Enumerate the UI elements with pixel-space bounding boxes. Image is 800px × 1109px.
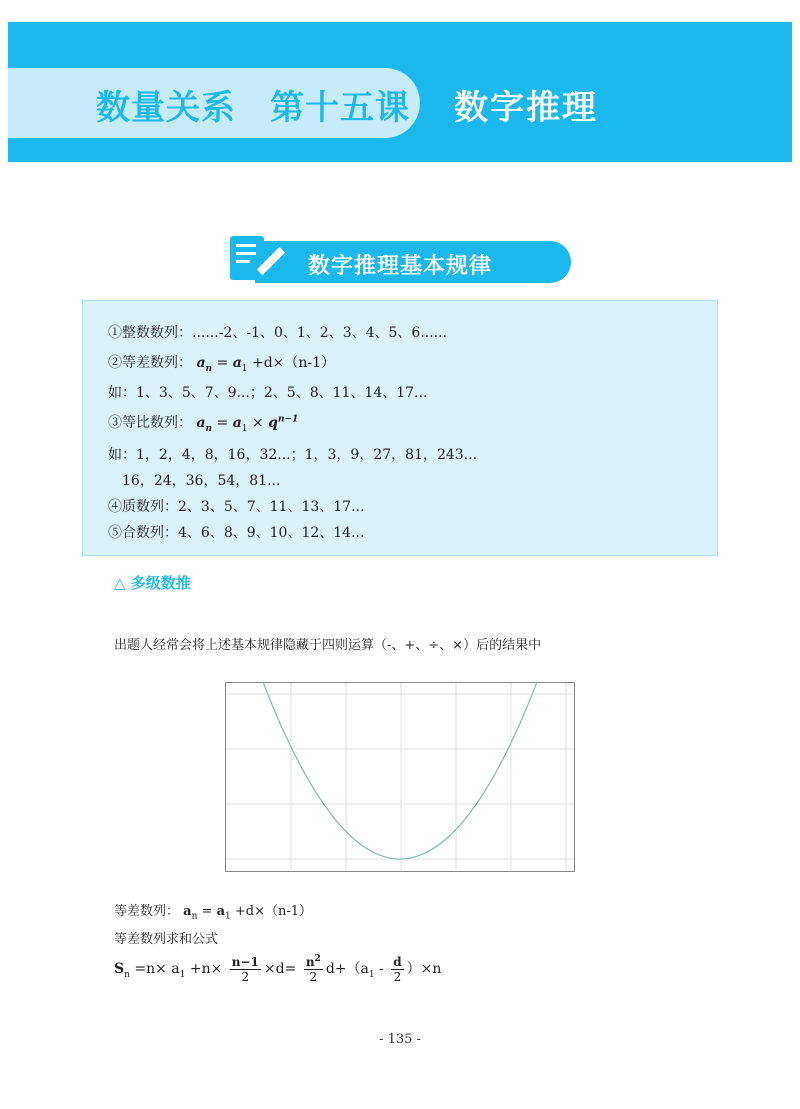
rule-integer-sequence: ①整数数列：......-2、-1、0、1、2、3、4、5、6......	[108, 325, 448, 341]
lesson-title: 数字推理	[454, 88, 598, 128]
subsection-heading: △ 多级数推	[114, 574, 191, 592]
parabola-graph	[225, 682, 575, 872]
sum-formula-title: 等差数列求和公式	[114, 932, 219, 947]
page-number: - 135 -	[379, 1032, 421, 1047]
rule-arithmetic-sequence: ②等差数列： $a_n = a_1 +d\times(n-1)$	[108, 355, 336, 374]
fraction-n-squared-over-2: $\frac{n^2}{2}$	[305, 954, 321, 984]
rule-prime-sequence: ④质数列：2、3、5、7、11、13、17...	[108, 499, 365, 515]
rule-geometric-example-2: 16，24，36，54，81...	[122, 473, 281, 489]
rule-geometric-sequence: ③等比数列： $a_n = a_1 \times q^{n-1}$	[108, 414, 299, 434]
graph-frame	[226, 683, 575, 872]
rule-composite-sequence: ⑤合数列：4、6、8、9、10、12、14...	[108, 525, 365, 541]
sum-formula: $S_n =n\times a_1 +n\times$ $\frac{n-1}{2}$ ×d= $\frac{n^2}{2}$ $d+(a_1$ - $\frac{d}{2}$ ）×n	[114, 954, 442, 984]
section-title: 数字推理基本规律	[308, 254, 493, 279]
pencil-note-icon	[226, 230, 286, 290]
chapter-title: 数量关系 第十五课	[96, 88, 410, 128]
paragraph-text: 出题人经常会将上述基本规律隐藏于四则运算（-、+、÷、×）后的结果中	[114, 638, 542, 653]
fraction-d-over-2: $\frac{d}{2}$	[393, 954, 402, 984]
arith-formula-line: 等差数列： $a_n = a_1 +d\times(n-1)$	[114, 904, 313, 922]
rule-arithmetic-example: 如：1、3、5、7、9...；2、5、8、11、14、17...	[108, 385, 428, 401]
rule-geometric-example: 如：1，2，4，8，16，32...；1，3，9，27，81，243...	[108, 447, 478, 463]
fraction-n-minus-1-over-2: $\frac{n-1}{2}$	[231, 954, 259, 984]
